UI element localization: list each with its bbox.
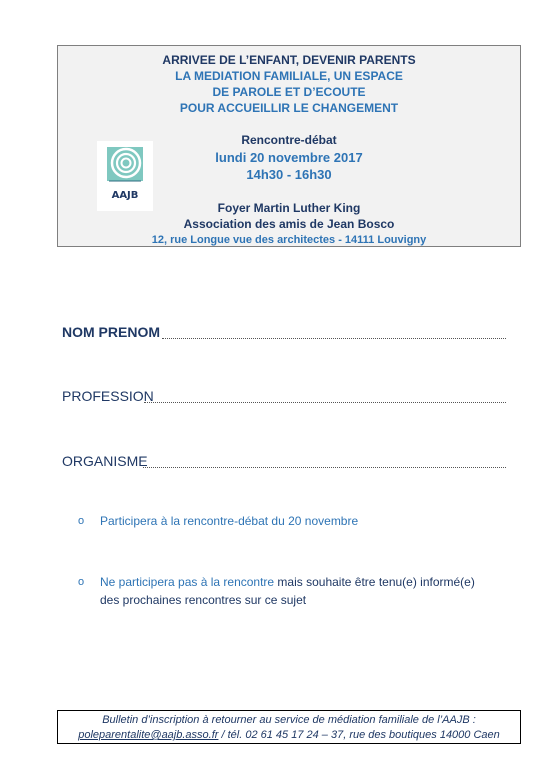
option-bullet-icon: o [78, 515, 85, 527]
header-title-line4: POUR ACCUEILLIR LE CHANGEMENT [179, 101, 399, 115]
footer-line1: Bulletin d’inscription à retourner au service de médiation familiale de l’AAJB : [102, 714, 476, 726]
option-not-participate-label: Ne participera pas à la rencontre [100, 575, 275, 589]
profession-field-label: PROFESSION [62, 388, 154, 404]
event-date: lundi 20 novembre 2017 [215, 150, 363, 165]
event-header-box [57, 45, 521, 247]
event-type: Rencontre-débat [241, 133, 337, 147]
organisme-field-line[interactable] [143, 467, 506, 468]
aajb-logo [97, 141, 153, 211]
option-bullet-icon: o [78, 576, 85, 588]
option-participate-label: Participera à la rencontre-débat du 20 novembre [100, 514, 359, 528]
option-not-participate-line2: des prochaines rencontres sur ce sujet [100, 593, 307, 607]
header-title-line2: LA MEDIATION FAMILIALE, UN ESPACE [175, 69, 403, 83]
option-not-participate-detail: mais souhaite être tenu(e) informé(e) [274, 575, 475, 589]
event-address: 12, rue Longue vue des architectes - 14111 Louvigny [151, 234, 427, 246]
name-field-label: NOM PRENOM [62, 324, 160, 340]
header-title-line3: DE PAROLE ET D’ECOUTE [212, 85, 366, 99]
organisme-field-label: ORGANISME [62, 453, 148, 469]
event-venue: Foyer Martin Luther King [217, 201, 361, 215]
profession-field-line[interactable] [144, 402, 506, 403]
event-organizer: Association des amis de Jean Bosco [183, 217, 395, 231]
event-time: 14h30 - 16h30 [246, 167, 332, 182]
footer-box [57, 710, 521, 744]
footer-contact: / tél. 02 61 45 17 24 – 37, rue des boutiques 14000 Caen [218, 729, 500, 741]
footer-email-link[interactable]: poleparentalite@aajb.asso.fr [78, 729, 219, 741]
name-field-line[interactable] [162, 338, 506, 339]
header-title-line1: ARRIVEE DE L’ENFANT, DEVENIR PARENTS [162, 53, 416, 67]
footer-line2 [58, 728, 520, 743]
logo-text: AAJB [111, 190, 139, 201]
